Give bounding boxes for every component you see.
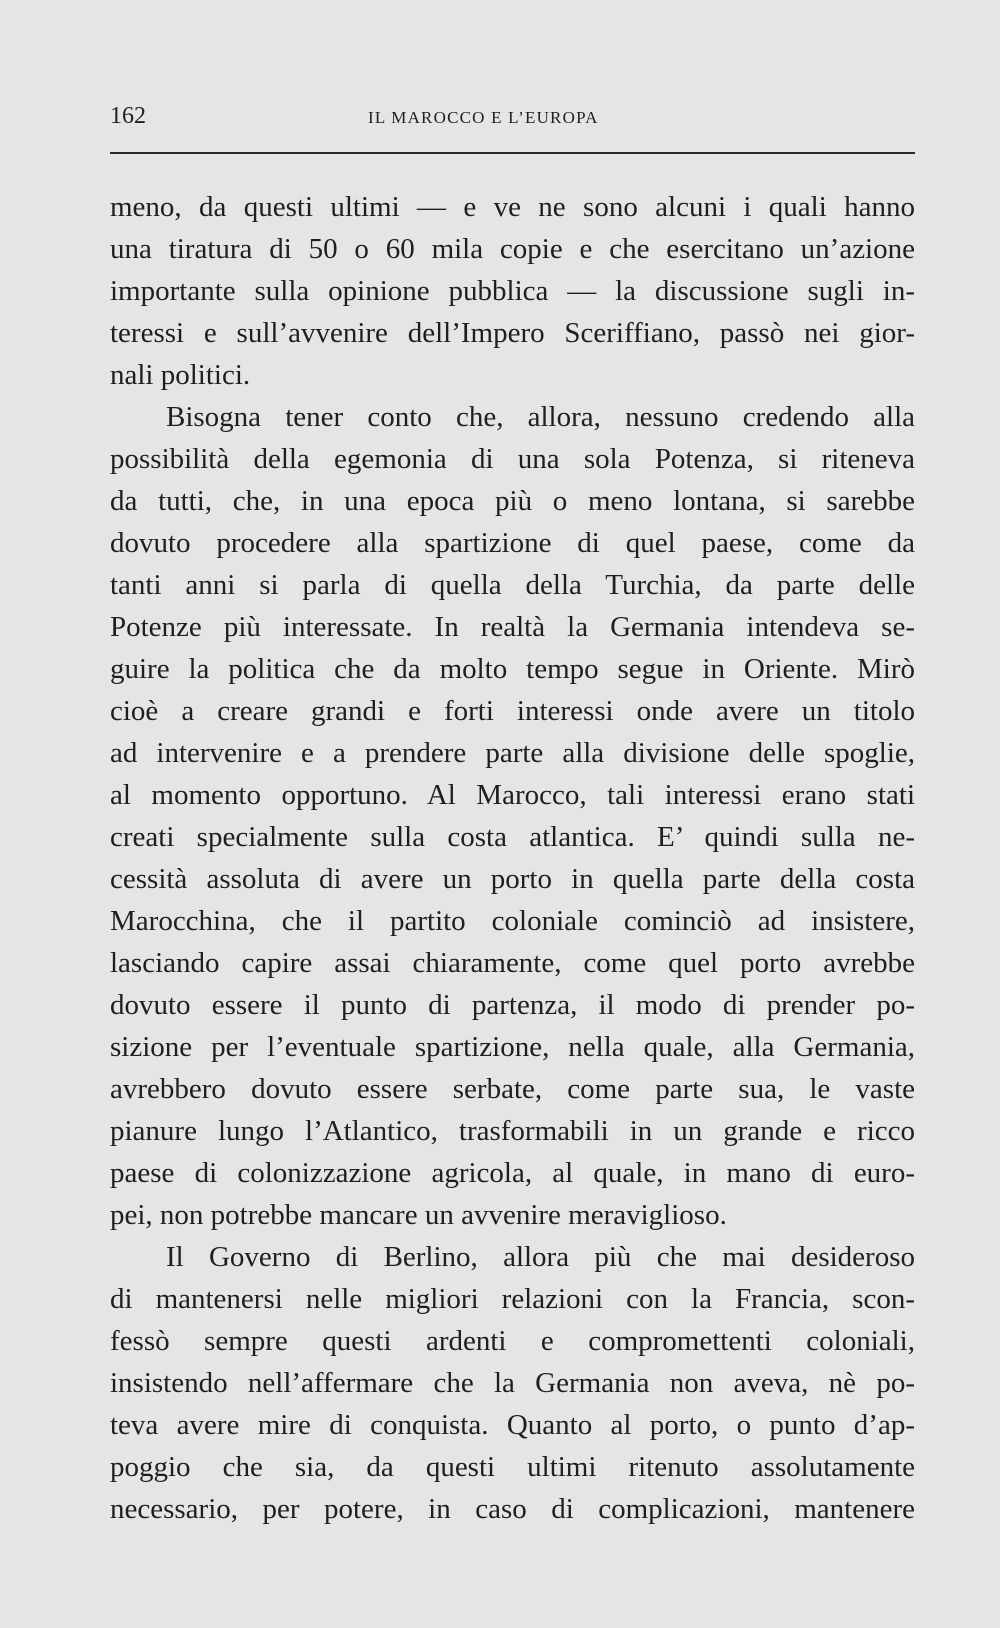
text-line: meno, da questi ultimi — e ve ne sono alcuni i quali hanno bbox=[110, 191, 915, 223]
text-line: pianure lungo l’Atlantico, trasformabili in un grande e ricco bbox=[110, 1115, 915, 1147]
text-line: teressi e sull’avvenire dell’Impero Sceriffiano, passò nei gior- bbox=[110, 317, 915, 349]
text-line: da tutti, che, in una epoca più o meno lontana, si sarebbe bbox=[110, 485, 915, 517]
text-line: possibilità della egemonia di una sola Potenza, si riteneva bbox=[110, 443, 915, 475]
text-line: pei, non potrebbe mancare un avvenire meraviglioso. bbox=[110, 1199, 727, 1231]
page-header bbox=[110, 100, 910, 140]
text-line: tanti anni si parla di quella della Turchia, da parte delle bbox=[110, 569, 915, 601]
text-line: una tiratura di 50 o 60 mila copie e che esercitano un’azione bbox=[110, 233, 915, 265]
page-number: 162 bbox=[110, 103, 146, 129]
text-line: creati specialmente sulla costa atlantica. E’ quindi sulla ne- bbox=[110, 821, 915, 853]
text-line: importante sulla opinione pubblica — la discussione sugli in- bbox=[110, 275, 915, 307]
text-line: insistendo nell’affermare che la Germania non aveva, nè po- bbox=[110, 1367, 915, 1399]
text-line: paese di colonizzazione agricola, al quale, in mano di euro- bbox=[110, 1157, 915, 1189]
text-line: lasciando capire assai chiaramente, come quel porto avrebbe bbox=[110, 947, 915, 979]
text-line: di mantenersi nelle migliori relazioni con la Francia, scon- bbox=[110, 1283, 915, 1315]
text-line: fessò sempre questi ardenti e compromettenti coloniali, bbox=[110, 1325, 915, 1357]
running-title: IL MAROCCO E L’EUROPA bbox=[368, 108, 599, 127]
text-line: ad intervenire e a prendere parte alla divisione delle spoglie, bbox=[110, 737, 915, 769]
text-line: cioè a creare grandi e forti interessi onde avere un titolo bbox=[110, 695, 915, 727]
text-line: Marocchina, che il partito coloniale cominciò ad insistere, bbox=[110, 905, 915, 937]
text-line: dovuto essere il punto di partenza, il modo di prender po- bbox=[110, 989, 915, 1021]
text-line: poggio che sia, da questi ultimi ritenuto assolutamente bbox=[110, 1451, 915, 1483]
text-line: teva avere mire di conquista. Quanto al porto, o punto d’ap- bbox=[110, 1409, 915, 1441]
text-line: Bisogna tener conto che, allora, nessuno credendo alla bbox=[166, 401, 915, 433]
text-line: necessario, per potere, in caso di complicazioni, mantenere bbox=[110, 1493, 915, 1525]
body-text bbox=[110, 186, 915, 1530]
text-line: dovuto procedere alla spartizione di quel paese, come da bbox=[110, 527, 915, 559]
text-line: guire la politica che da molto tempo segue in Oriente. Mirò bbox=[110, 653, 915, 685]
text-line: al momento opportuno. Al Marocco, tali interessi erano stati bbox=[110, 779, 915, 811]
text-line: sizione per l’eventuale spartizione, nella quale, alla Germania, bbox=[110, 1031, 915, 1063]
text-line: Il Governo di Berlino, allora più che mai desideroso bbox=[166, 1241, 915, 1273]
text-line: Potenze più interessate. In realtà la Germania intendeva se- bbox=[110, 611, 915, 643]
text-line: avrebbero dovuto essere serbate, come parte sua, le vaste bbox=[110, 1073, 915, 1105]
text-line: cessità assoluta di avere un porto in quella parte della costa bbox=[110, 863, 915, 895]
header-rule bbox=[110, 152, 915, 154]
text-line: nali politici. bbox=[110, 359, 251, 391]
